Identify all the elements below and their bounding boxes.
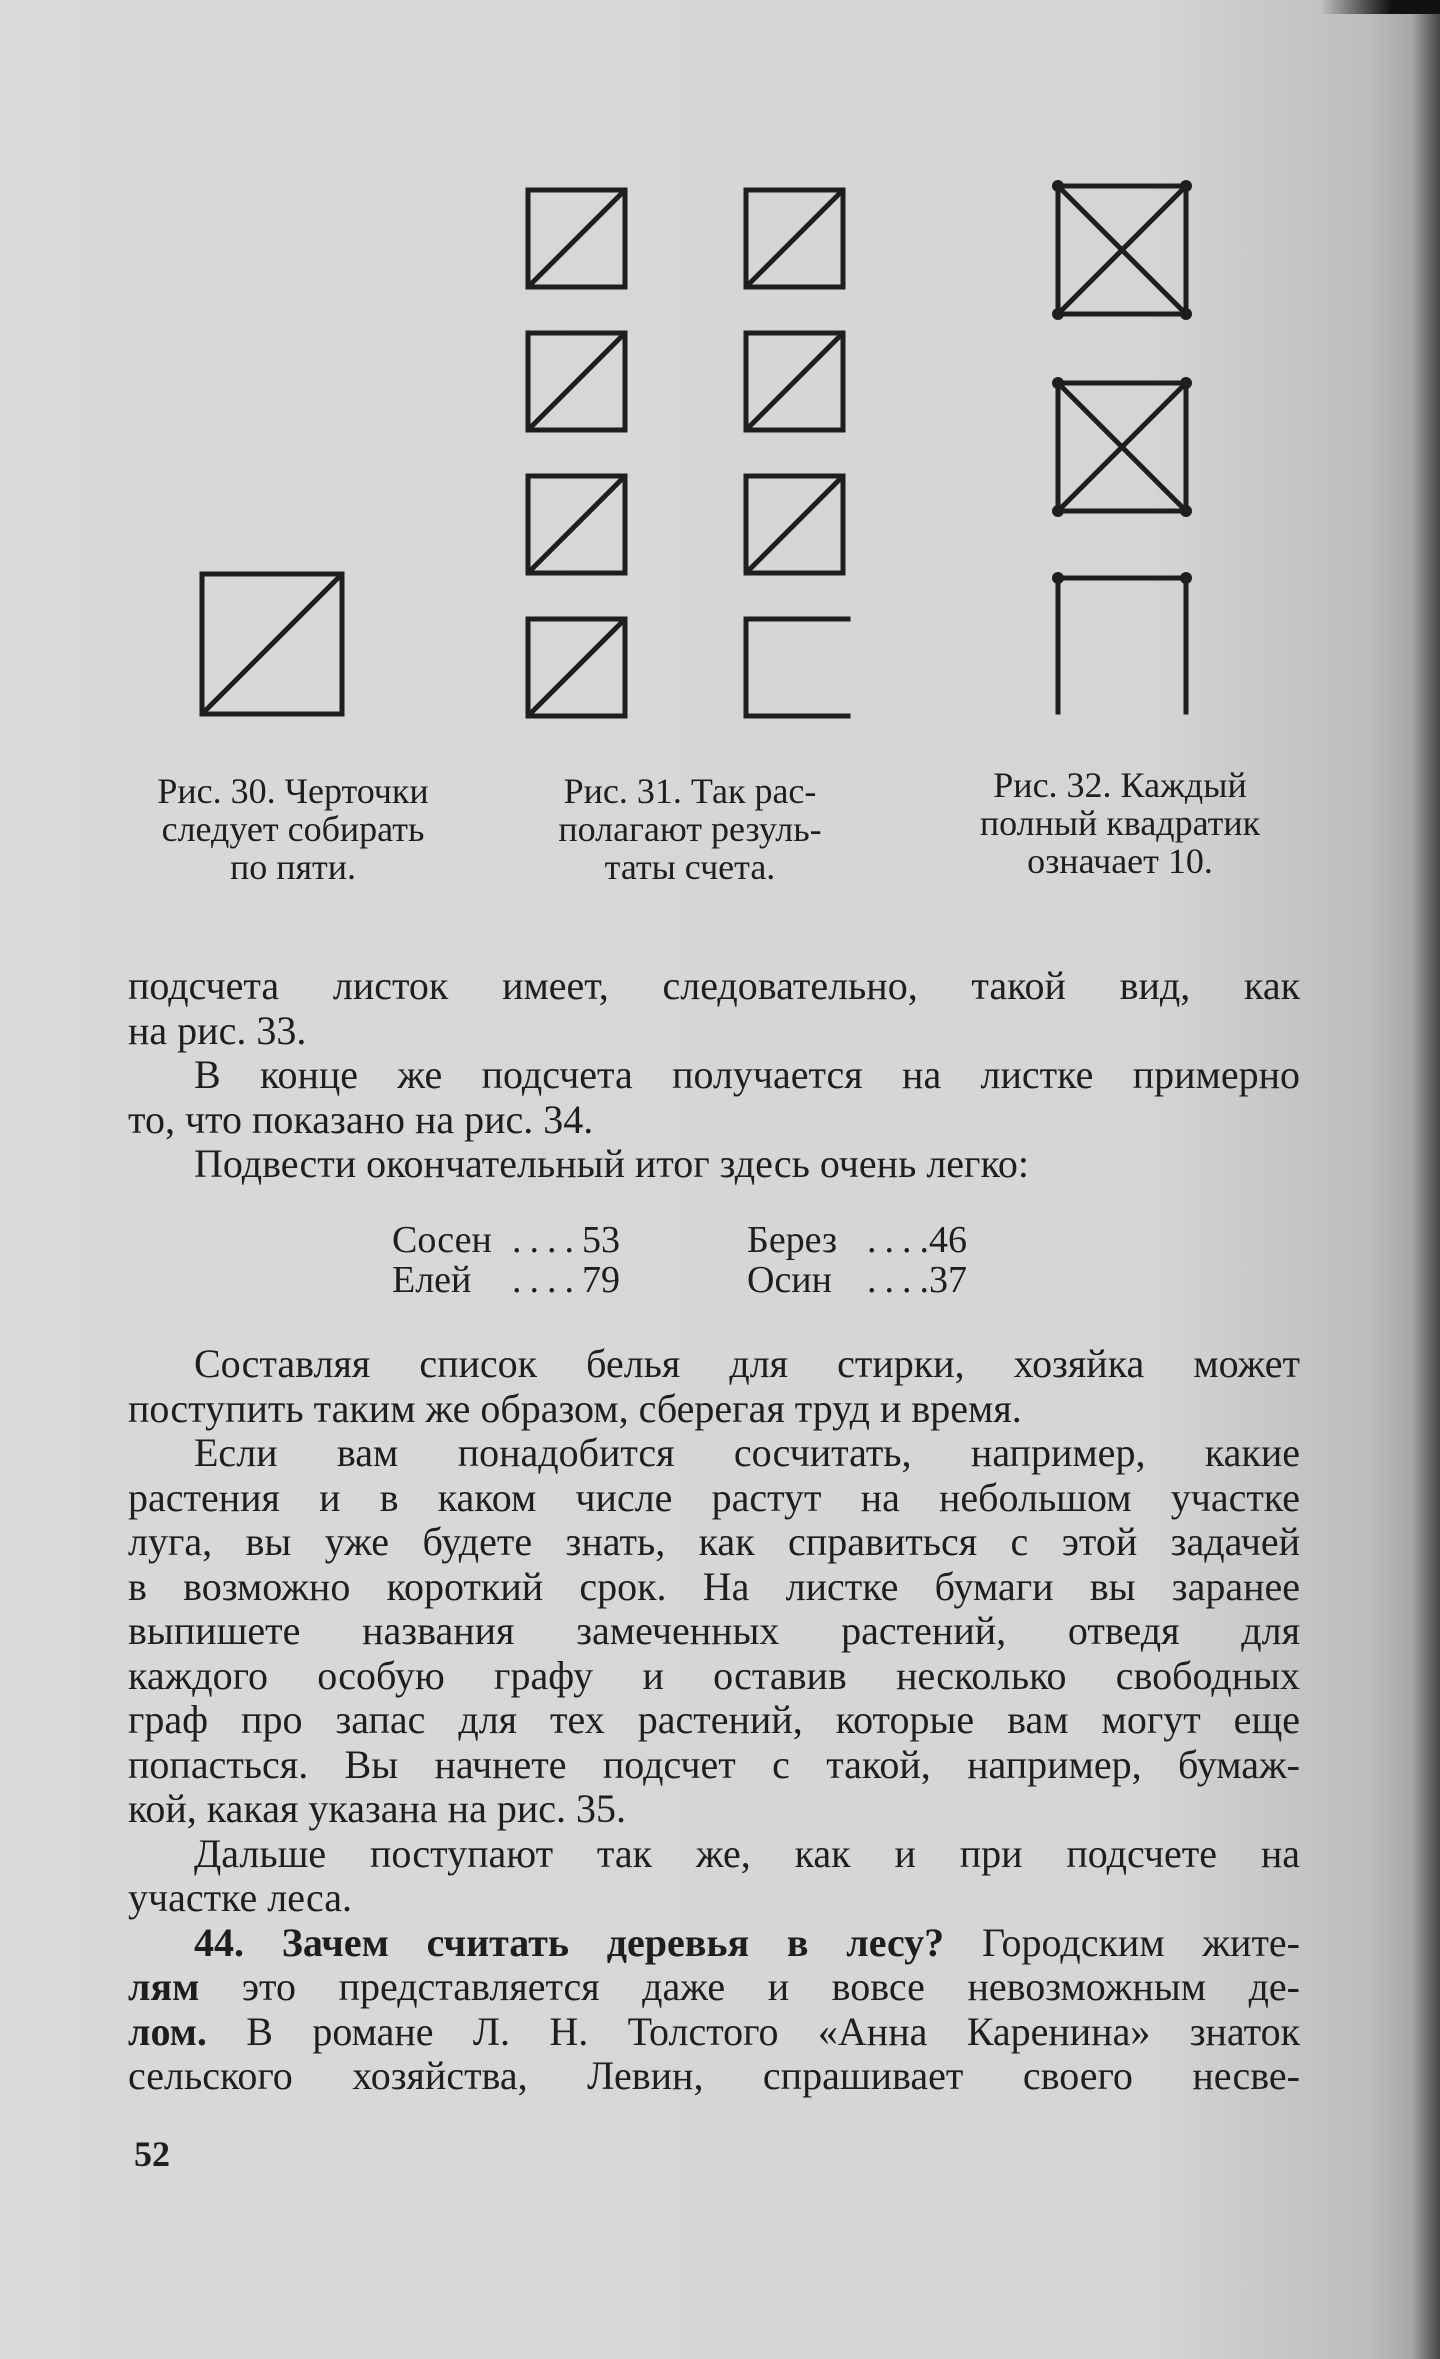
fig31-square [528,190,625,287]
caption-line: Рис. 32. Каждый [993,765,1247,805]
text-line: граф про запас для тех растений, которые вам могут еще [128,1697,1300,1742]
fig31-square [746,333,843,430]
fig31-square [746,190,843,287]
tally-cell [392,1260,747,1300]
tree-name: Елей [392,1259,472,1301]
text-line: в возможно короткий срок. На листке бумаги вы заранее [128,1563,1300,1609]
fig31-square [746,476,843,573]
text-fragment: В романе Л. Н. Толстого «Анна Каренина» знаток [246,2008,1301,2054]
page-number: 52 [134,2134,170,2174]
text-fragment-bold: лом. [128,2008,207,2054]
leader-dots: ... [867,1259,920,1301]
fig32-full-square-top [1052,180,1192,320]
text-line: луга, вы уже будете знать, как справиться с этой задачей [128,1519,1300,1564]
fig31-caption [520,772,860,886]
text-line: В конце же подсчета получается на листке примерно [194,1052,1300,1097]
text-line: на рис. 33. [128,1007,307,1053]
text-line: попасться. Вы начнете подсчет с такой, например, бумаж- [128,1741,1300,1787]
text-line: Дальше поступают так же, как и при подсчете на [194,1830,1300,1876]
fig31-column-1 [528,190,625,716]
tree-count: .37 [919,1259,967,1301]
text-line: Составляя список белья для стирки, хозяйка может [194,1341,1300,1386]
caption-line: по пяти. [229,847,357,887]
text-fragment-bold: лям [128,1964,200,2009]
fig30-tally-square [202,574,342,714]
section-heading-line [128,1921,1300,1966]
tally-cell [747,1220,1102,1260]
leader-dots: .... [512,1259,582,1301]
fig32-full-square-middle [1052,377,1192,517]
tally-row [392,1220,1102,1260]
tally-row [392,1260,1102,1300]
text-line: Подвести окончательный итог здесь очень легко: [194,1141,1029,1186]
text-fragment: Городским жите- [981,1919,1300,1965]
text-line: Если вам понадобится сосчитать, например, какие [194,1430,1300,1475]
caption-line: полагают резуль- [558,809,822,849]
caption-line: Рис. 31. Так рас- [563,771,817,811]
text-line: сельского хозяйства, Левин, спрашивает своего несве- [128,2053,1300,2098]
tree-name: Осин [747,1259,832,1301]
text-line [128,1965,1300,2010]
tally-cell [392,1220,747,1260]
caption-line: следует собирать [161,809,425,849]
text-line: то, что показано на рис. 34. [128,1096,594,1142]
tree-count: .46 [919,1219,967,1261]
text-line: подсчета листок имеет, следовательно, такой вид, как [128,963,1300,1008]
text-after-tally [128,1342,1300,2099]
tree-name: Сосен [392,1219,492,1261]
caption-line: полный квадратик [979,803,1261,843]
caption-line: Рис. 30. Черточки [157,771,429,811]
tally-cell [747,1260,1102,1300]
fig31-square [528,619,625,716]
section-heading: 44. Зачем считать деревья в лесу? [194,1919,945,1965]
text-line [128,2010,1300,2055]
leader-dots: .... [512,1219,582,1261]
fig31-square [528,476,625,573]
caption-line: означает 10. [1027,841,1213,881]
leader-dots: ... [867,1219,920,1261]
fig30-caption [118,772,468,886]
tree-name: Берез [747,1219,838,1261]
text-line: кой, какая указана на рис. 35. [128,1786,626,1831]
text-line: выпишете названия замеченных растений, отведя для [128,1608,1300,1653]
text-line: поступить таким же образом, сберегая труд и время. [128,1385,1022,1431]
text-line: растения и в каком числе растут на небольшом участке [128,1474,1300,1520]
text-fragment: это представляется даже и вовсе невозможным де- [241,1964,1301,2009]
tally-table [392,1220,1102,1300]
text-line: участке леса. [128,1875,353,1920]
caption-line: таты счета. [604,847,776,887]
tree-count: 79 [582,1259,620,1301]
fig31-square [528,333,625,430]
tree-count: 53 [582,1219,620,1261]
text-line: каждого особую графу и оставив несколько свободных [128,1652,1300,1698]
text-before-tally [128,964,1300,1187]
fig32-partial-square [1052,572,1192,712]
fig32-caption [940,766,1300,880]
fig31-partial-square [746,619,848,716]
fig31-column-2 [746,190,848,716]
